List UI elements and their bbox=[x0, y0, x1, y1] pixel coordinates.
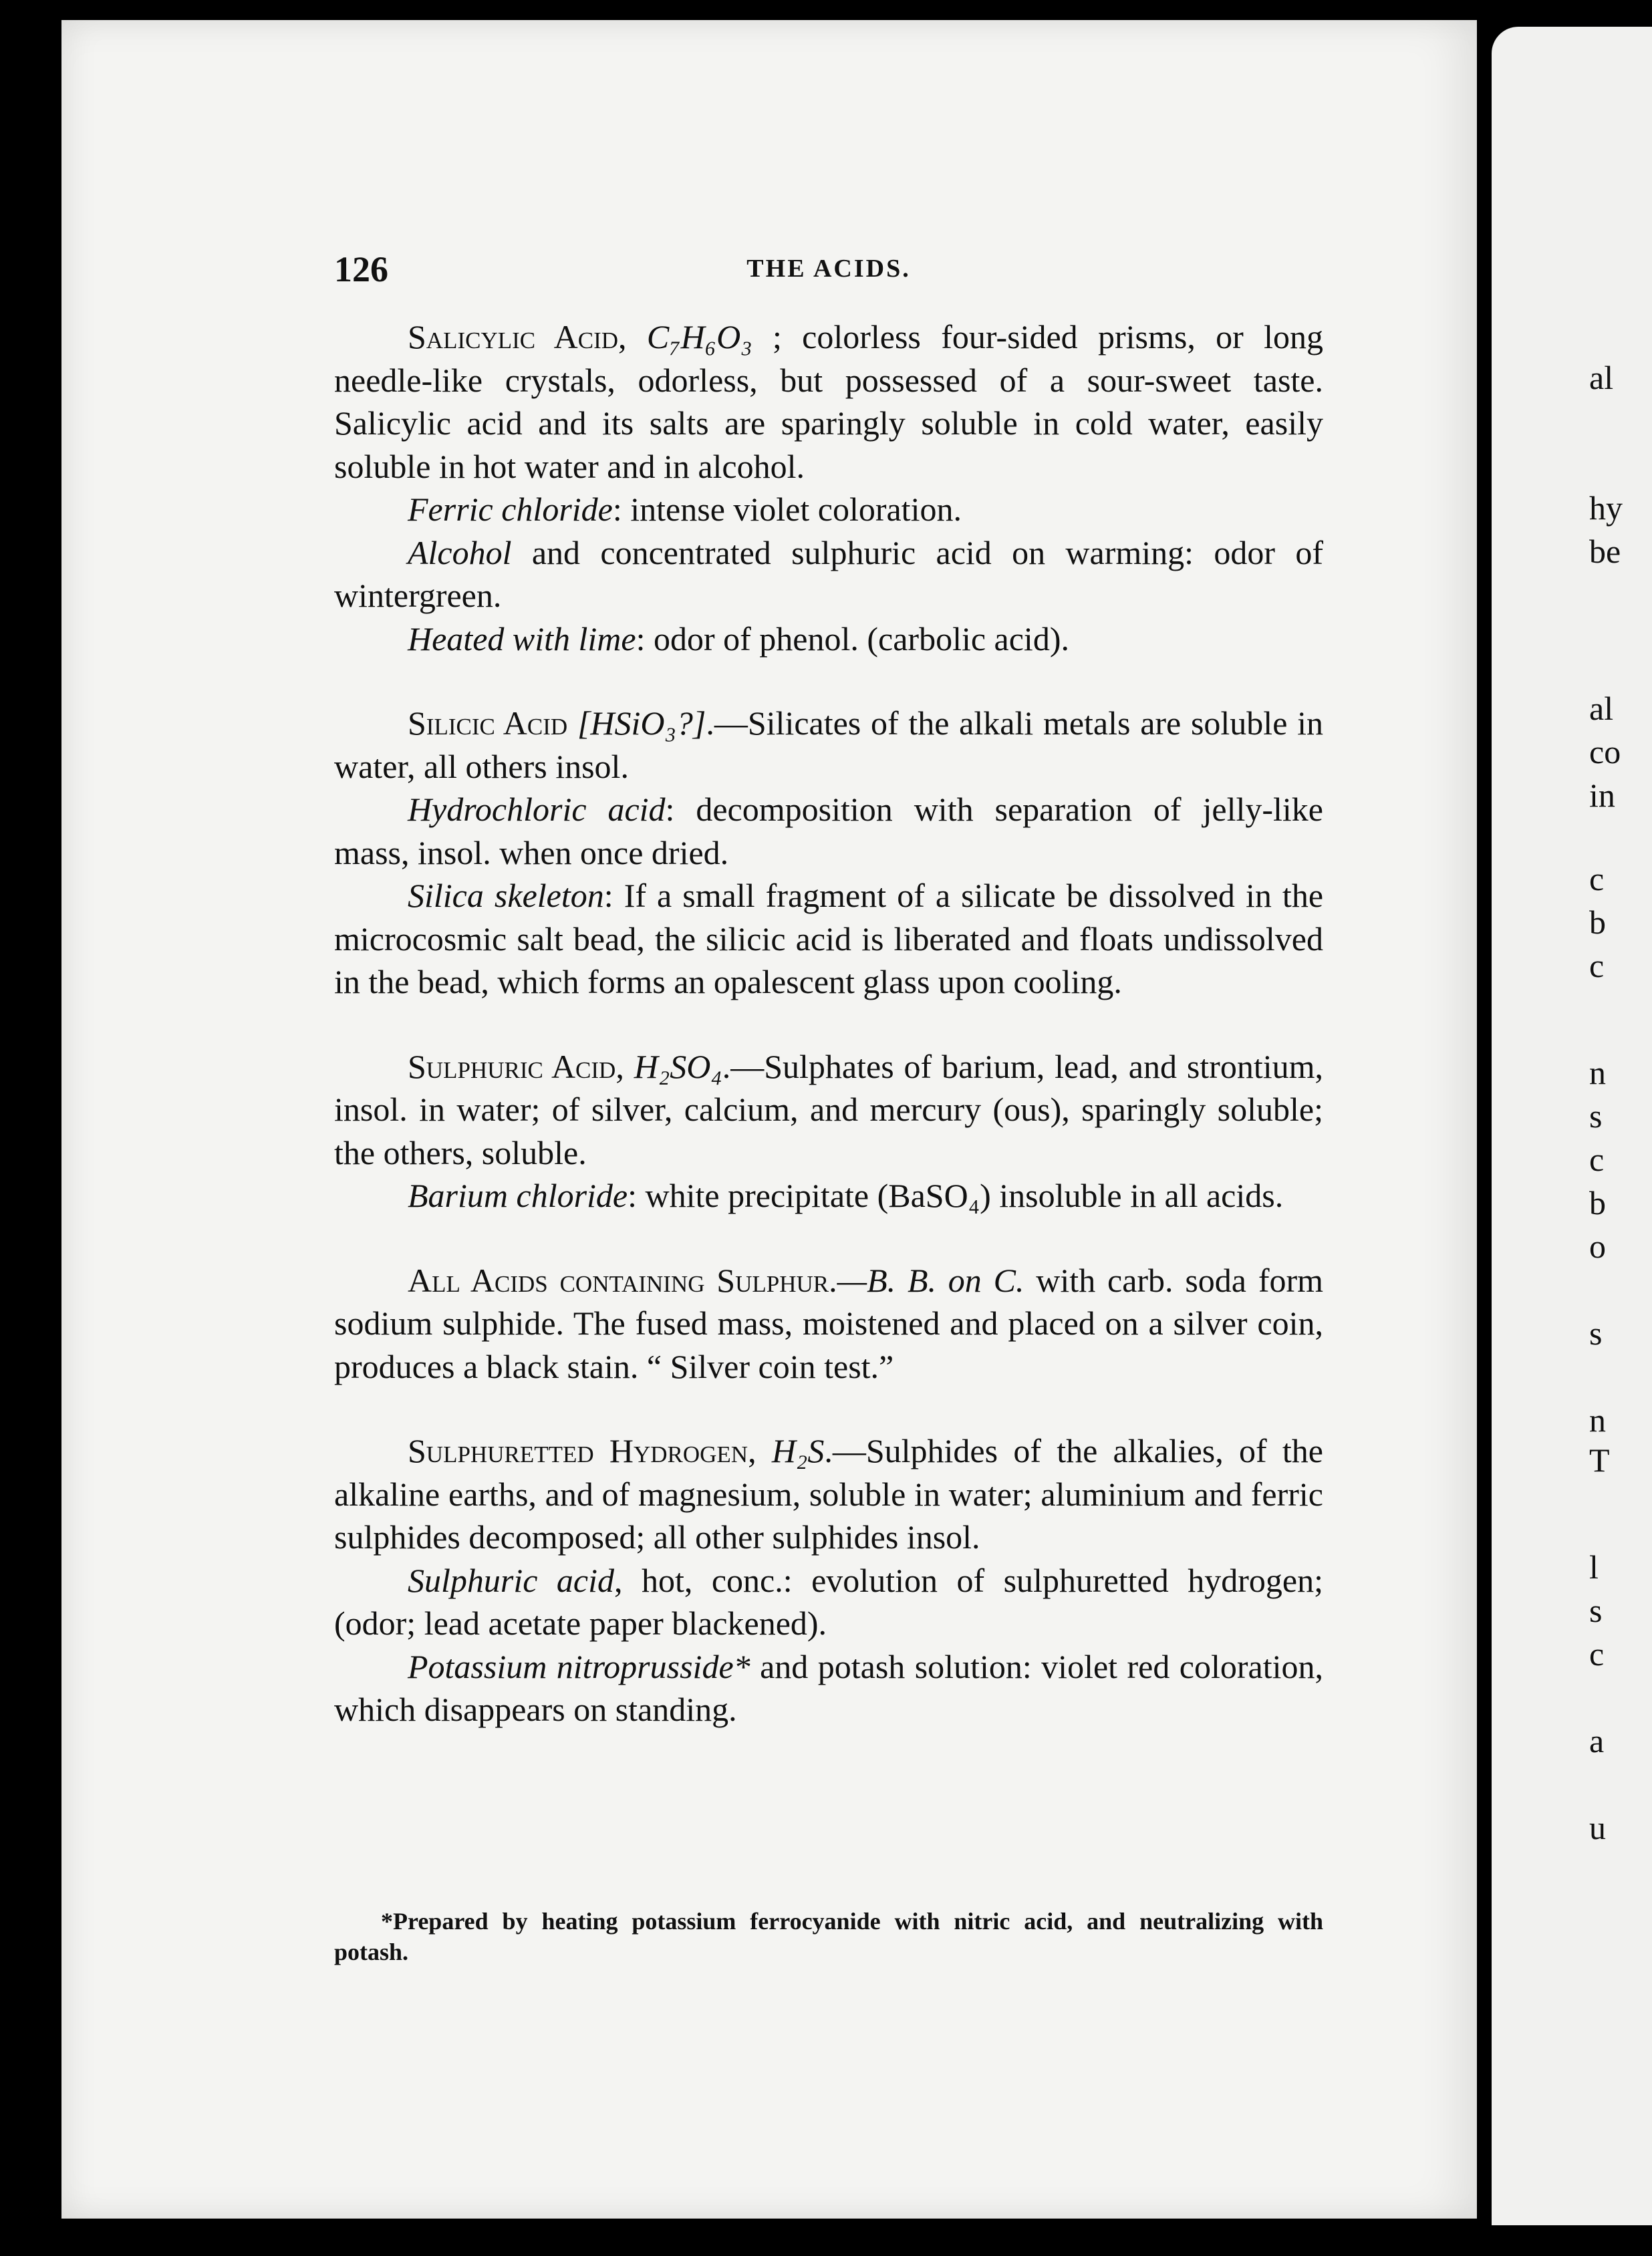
reagent-text: : odor of phenol. (carbolic acid). bbox=[636, 619, 1069, 658]
edge-text: be bbox=[1589, 533, 1621, 570]
paragraph-acids-containing-sulphur bbox=[334, 1259, 1323, 1389]
chemical-formula: C₇H₆O₃ bbox=[646, 318, 752, 356]
reagent-text: : white precipitate (BaSO₄) insoluble in all acids. bbox=[628, 1177, 1284, 1214]
test-notation: —B. B. on C. bbox=[837, 1261, 1024, 1299]
chemical-formula: H₂SO₄ bbox=[634, 1047, 722, 1085]
chemical-formula: H₂S bbox=[771, 1432, 825, 1469]
edge-text: u bbox=[1589, 1809, 1606, 1846]
entry-text: with carb. soda form sodium sulphide. The fused mass, moistened and placed on a silver coin, produces a black stain. “ Silver coin test.” bbox=[334, 1261, 1324, 1385]
edge-text: c bbox=[1589, 860, 1605, 897]
paragraph-sulphuretted-hydrogen bbox=[334, 1429, 1323, 1559]
reagent-label: Alcohol bbox=[408, 533, 512, 571]
page-number: 126 bbox=[334, 249, 388, 289]
edge-text: c bbox=[1589, 1635, 1605, 1673]
edge-text: al bbox=[1589, 690, 1614, 727]
entry-title: Salicylic Acid, bbox=[408, 318, 627, 356]
reagent-text: and potash solution: violet red coloration, which disappears on standing. bbox=[334, 1647, 1323, 1728]
section-gap bbox=[334, 1388, 1323, 1429]
reagent-label: Hydrochloric acid bbox=[408, 791, 666, 828]
reagent-text: : intense violet coloration. bbox=[612, 490, 962, 528]
paragraph-reagent bbox=[334, 1174, 1323, 1218]
edge-text: c bbox=[1589, 1141, 1605, 1178]
chemical-formula: [HSiO₃?] bbox=[577, 704, 706, 742]
section-gap bbox=[334, 1004, 1323, 1045]
reagent-text: , hot, conc.: evolution of sulphuretted hydrogen; (odor; lead acetate paper blackened). bbox=[334, 1561, 1323, 1642]
reagent-text: and concentrated sulphuric acid on warming: odor of wintergreen. bbox=[334, 533, 1324, 614]
edge-text: a bbox=[1589, 1722, 1605, 1759]
paragraph-silicic-acid bbox=[334, 702, 1323, 788]
edge-text: T bbox=[1589, 1441, 1610, 1479]
reagent-text: : If a small fragment of a silicate be dissolved in the microcosmic salt bead, the silicic acid is liberated and floats undissolved in the bead, which forms an opalescent glass upon cooling. bbox=[334, 877, 1324, 1000]
edge-text: c bbox=[1589, 947, 1605, 984]
edge-text: b bbox=[1589, 1184, 1606, 1222]
edge-text: in bbox=[1589, 777, 1615, 814]
reagent-label: Silica skeleton bbox=[408, 877, 604, 914]
entry-text: .—Silicates of the alkali metals are soluble in water, all others insol. bbox=[334, 704, 1324, 785]
edge-text: n bbox=[1589, 1401, 1606, 1439]
entry-title: All Acids containing Sulphur. bbox=[408, 1261, 837, 1299]
edge-text: co bbox=[1589, 733, 1621, 770]
entry-text: .—Sulphates of barium, lead, and strontium, insol. in water; of silver, calcium, and mercury (ous), sparingly soluble; the others, soluble. bbox=[334, 1047, 1324, 1171]
footnote: *Prepared by heating potassium ferrocyanide with nitric acid, and neutralizing with potash. bbox=[334, 1908, 1323, 1965]
edge-text: n bbox=[1589, 1054, 1606, 1091]
edge-text: o bbox=[1589, 1228, 1606, 1265]
adjacent-page bbox=[1492, 27, 1652, 2225]
reagent-text: : decomposition with separation of jelly-like mass, insol. when once dried. bbox=[334, 791, 1323, 871]
paragraph-reagent bbox=[334, 1559, 1323, 1645]
reagent-label: Sulphuric acid bbox=[408, 1561, 614, 1599]
entry-title: Sulphuric Acid, bbox=[408, 1047, 624, 1085]
edge-text: s bbox=[1589, 1592, 1603, 1629]
edge-text: b bbox=[1589, 903, 1606, 941]
paragraph-reagent bbox=[334, 788, 1323, 874]
reagent-label: Potassium nitroprusside* bbox=[408, 1647, 750, 1685]
entry-title: Silicic Acid bbox=[408, 704, 568, 742]
edge-text: s bbox=[1589, 1314, 1603, 1352]
paragraph-reagent bbox=[334, 617, 1323, 661]
running-head: THE ACIDS. bbox=[746, 255, 911, 283]
edge-text: hy bbox=[1589, 489, 1623, 527]
section-gap bbox=[334, 660, 1323, 702]
paragraph-salicylic-acid bbox=[334, 315, 1323, 488]
paragraph-sulphuric-acid bbox=[334, 1045, 1323, 1175]
reagent-label: Barium chloride bbox=[408, 1177, 628, 1214]
paragraph-reagent bbox=[334, 488, 1323, 531]
entry-text: .—Sulphides of the alkalies, of the alkaline earths, and of magnesium, soluble in water; aluminium and ferric sulphides decomposed; all other sulphides insol. bbox=[334, 1432, 1323, 1556]
edge-text: s bbox=[1589, 1097, 1603, 1135]
paragraph-reagent bbox=[334, 531, 1323, 617]
reagent-label: Heated with lime bbox=[408, 619, 636, 658]
edge-text: al bbox=[1589, 359, 1614, 396]
entry-title: Sulphuretted Hydrogen, bbox=[408, 1432, 756, 1469]
paragraph-reagent bbox=[334, 874, 1323, 1004]
section-gap bbox=[334, 1218, 1323, 1259]
reagent-label: Ferric chloride bbox=[408, 490, 613, 528]
edge-text: l bbox=[1589, 1548, 1599, 1586]
page-header bbox=[334, 249, 1323, 289]
entry-text: ; colorless four-sided prisms, or long needle-like crystals, odorless, but possessed of a sour-sweet taste. Salicylic acid and its salts are sparingly soluble in cold water, easily soluble in hot water and in alcohol. bbox=[334, 318, 1324, 485]
paragraph-reagent bbox=[334, 1645, 1323, 1731]
page-body bbox=[334, 315, 1323, 1731]
